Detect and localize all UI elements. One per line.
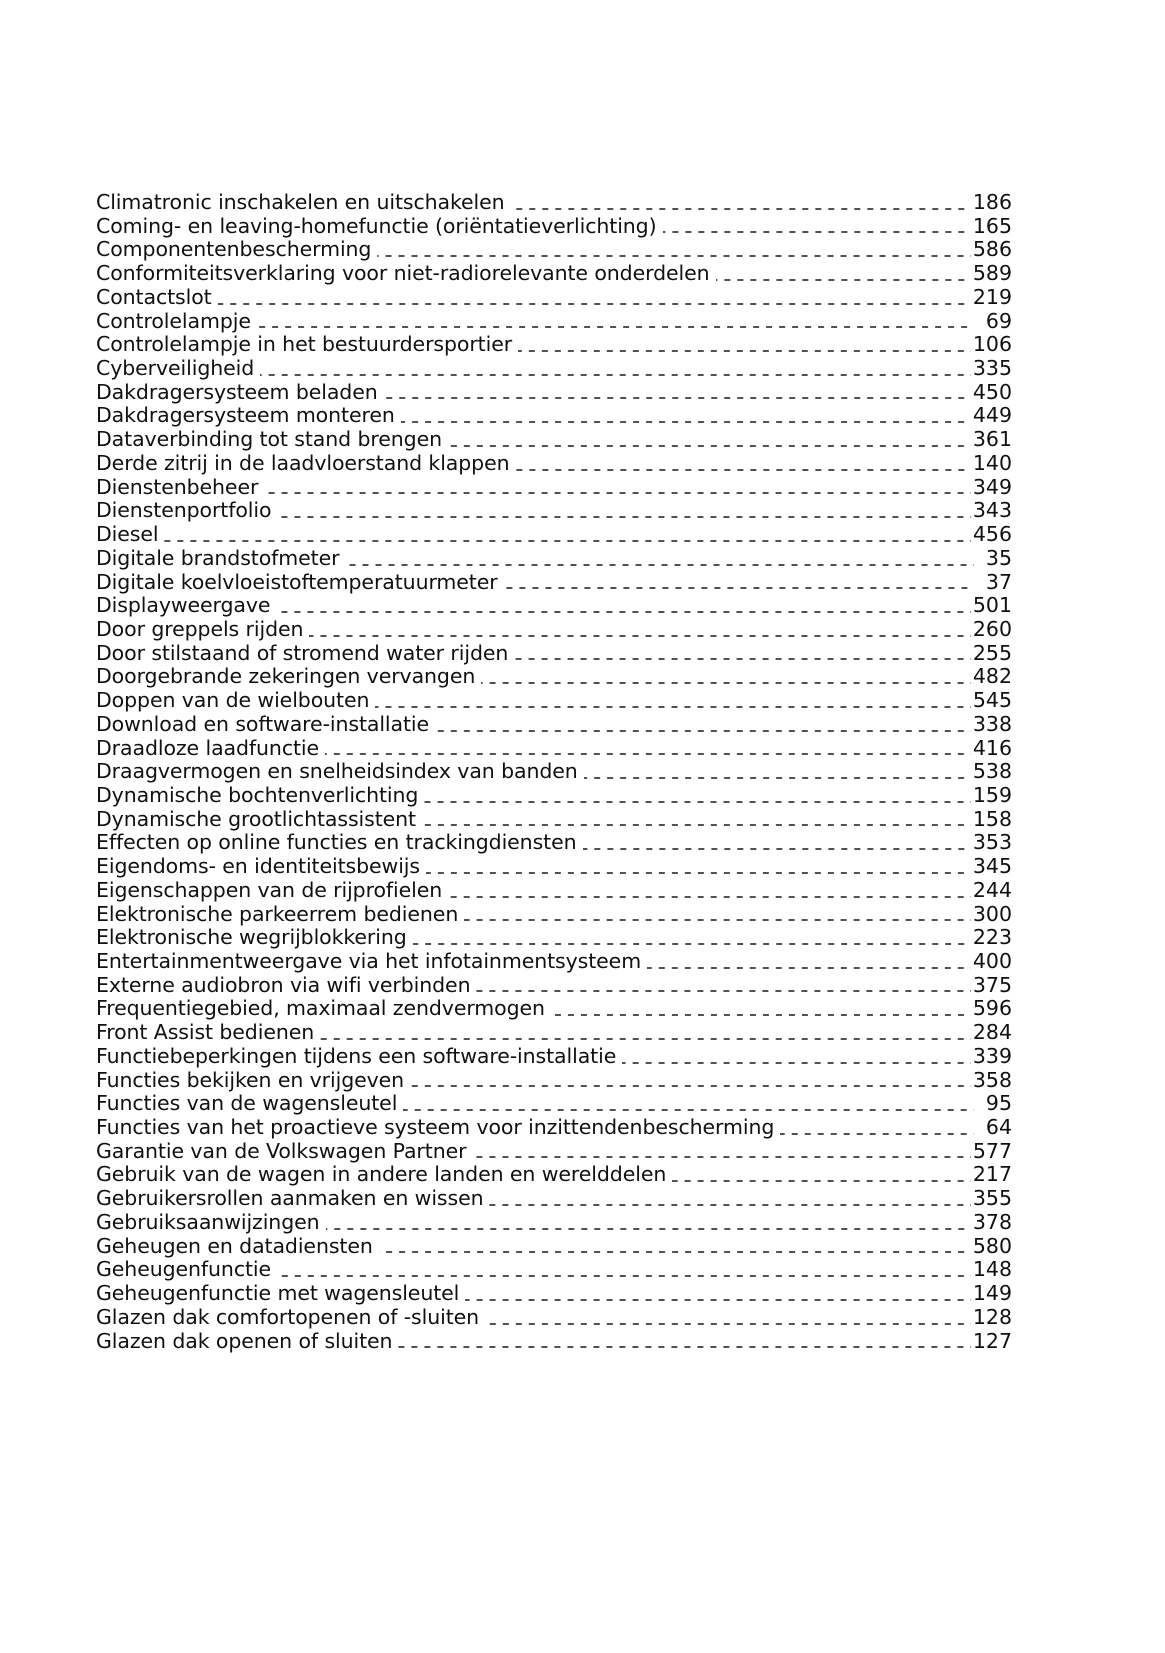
index-page-number[interactable]: 284 xyxy=(972,1020,1012,1045)
index-page-number[interactable]: 149 xyxy=(972,1281,1012,1306)
index-term: Eigenschappen van de rijprofielen xyxy=(96,877,443,902)
index-entry[interactable] xyxy=(96,903,1012,927)
index-entry[interactable] xyxy=(96,1163,1012,1187)
index-page-number[interactable]: 255 xyxy=(972,640,1012,665)
index-page-number[interactable]: 482 xyxy=(972,664,1012,689)
index-term: Componentenbescherming xyxy=(96,237,372,262)
dot-leader xyxy=(320,1038,971,1040)
dot-leader xyxy=(448,445,971,447)
index-entry[interactable] xyxy=(96,855,1012,879)
index-term: Gebruikersrollen aanmaken en wissen xyxy=(96,1186,484,1211)
index-term: Functies bekijken en vrijgeven xyxy=(96,1067,405,1092)
index-term: Elektronische wegrijblokkering xyxy=(96,925,407,950)
dot-leader xyxy=(584,777,971,779)
dot-leader xyxy=(410,1085,971,1087)
dot-leader xyxy=(716,279,971,281)
index-entry[interactable] xyxy=(96,594,1012,618)
dot-leader xyxy=(672,1180,971,1182)
dot-leader xyxy=(398,1346,970,1348)
dot-leader xyxy=(472,1156,970,1158)
index-page-number[interactable]: 501 xyxy=(972,593,1012,618)
index-entry[interactable] xyxy=(96,1069,1012,1093)
index-entry[interactable] xyxy=(96,1235,1012,1259)
index-term: Eigendoms- en identiteitsbewijs xyxy=(96,854,420,879)
index-entry[interactable] xyxy=(96,452,1012,476)
index-term: Geheugenfunctie met wagensleutel xyxy=(96,1281,460,1306)
index-page-number[interactable]: 378 xyxy=(972,1209,1012,1234)
dot-leader xyxy=(413,943,971,945)
index-entry[interactable] xyxy=(96,950,1012,974)
index-page-number[interactable]: 345 xyxy=(972,854,1012,879)
index-entry[interactable] xyxy=(96,547,1012,571)
index-term: Dienstenbeheer xyxy=(96,474,259,499)
index-page-number[interactable]: 358 xyxy=(972,1067,1012,1092)
index-page-number[interactable]: 128 xyxy=(972,1304,1012,1329)
index-page-number[interactable]: 223 xyxy=(972,925,1012,950)
index-term: Functies van het proactieve systeem voor inzittendenbescherming xyxy=(96,1115,775,1140)
index-term: Coming- en leaving-homefunctie (oriëntatieverlichting) xyxy=(96,213,657,238)
index-term: Download en software-installatie xyxy=(96,711,430,736)
index-entry[interactable] xyxy=(96,713,1012,737)
index-page-number[interactable]: 580 xyxy=(972,1233,1012,1258)
index-page-number[interactable]: 69 xyxy=(985,308,1012,333)
dot-leader xyxy=(384,397,971,399)
index-term: Doppen van de wielbouten xyxy=(96,688,370,713)
index-term: Glazen dak comfortopenen of -sluiten xyxy=(96,1304,480,1329)
index-page-number[interactable]: 300 xyxy=(972,901,1012,926)
index-term: Dynamische grootlichtassistent xyxy=(96,806,416,831)
index-page-number[interactable]: 140 xyxy=(972,450,1012,475)
index-term: Conformiteitsverklaring voor niet-radiorelevante onderdelen xyxy=(96,261,710,286)
index-page-number[interactable]: 339 xyxy=(972,1043,1012,1068)
index-entry[interactable] xyxy=(96,404,1012,428)
index-term: Glazen dak openen of sluiten xyxy=(96,1328,393,1353)
index-page-number[interactable]: 456 xyxy=(972,522,1012,547)
index-page-number[interactable]: 589 xyxy=(972,261,1012,286)
dot-leader xyxy=(218,303,971,305)
dot-leader xyxy=(464,919,971,921)
dot-leader xyxy=(448,896,971,898)
index-entry[interactable] xyxy=(96,1116,1012,1140)
index-entry[interactable] xyxy=(96,1282,1012,1306)
dot-leader xyxy=(489,1204,970,1206)
index-entry[interactable] xyxy=(96,1092,1012,1116)
dot-leader xyxy=(260,374,971,376)
index-entry[interactable] xyxy=(96,665,1012,689)
dot-leader xyxy=(277,516,970,518)
index-entry[interactable] xyxy=(96,1187,1012,1211)
index-page-number[interactable]: 95 xyxy=(985,1091,1012,1116)
index-entry[interactable] xyxy=(96,523,1012,547)
dot-leader xyxy=(465,1299,971,1301)
dot-leader xyxy=(345,564,974,566)
index-list xyxy=(96,191,1012,1353)
dot-leader xyxy=(514,658,971,660)
index-term: Dataverbinding tot stand brengen xyxy=(96,427,443,452)
index-entry[interactable] xyxy=(96,381,1012,405)
index-entry[interactable] xyxy=(96,784,1012,808)
index-term: Digitale brandstofmeter xyxy=(96,545,340,570)
index-entry[interactable] xyxy=(96,238,1012,262)
index-page-number[interactable]: 335 xyxy=(972,356,1012,381)
index-term: Dynamische bochtenverlichting xyxy=(96,782,419,807)
index-entry[interactable] xyxy=(96,1306,1012,1330)
index-entry[interactable] xyxy=(96,476,1012,500)
index-entry[interactable] xyxy=(96,618,1012,642)
dot-leader xyxy=(422,824,971,826)
index-page-number[interactable]: 219 xyxy=(972,284,1012,309)
index-term: Front Assist bedienen xyxy=(96,1020,315,1045)
dot-leader xyxy=(485,1323,971,1325)
index-entry[interactable] xyxy=(96,333,1012,357)
dot-leader xyxy=(264,492,971,494)
index-entry[interactable] xyxy=(96,879,1012,903)
index-entry[interactable] xyxy=(96,262,1012,286)
index-page-number[interactable]: 148 xyxy=(972,1257,1012,1282)
index-entry[interactable] xyxy=(96,642,1012,666)
index-page-number[interactable]: 375 xyxy=(972,972,1012,997)
index-entry[interactable] xyxy=(96,1045,1012,1069)
index-page-number[interactable]: 165 xyxy=(972,213,1012,238)
index-entry[interactable] xyxy=(96,1258,1012,1282)
index-entry[interactable] xyxy=(96,831,1012,855)
index-page-number[interactable]: 37 xyxy=(985,569,1012,594)
index-page-number[interactable]: 244 xyxy=(972,877,1012,902)
dot-leader xyxy=(424,801,971,803)
index-entry[interactable] xyxy=(96,1140,1012,1164)
index-entry[interactable] xyxy=(96,215,1012,239)
index-term: Door stilstaand of stromend water rijden xyxy=(96,640,509,665)
index-term: Geheugen en datadiensten xyxy=(96,1233,373,1258)
index-term: Gebruik van de wagen in andere landen en werelddelen xyxy=(96,1162,667,1187)
index-entry[interactable] xyxy=(96,428,1012,452)
index-term: Dakdragersysteem beladen xyxy=(96,379,378,404)
index-page-number[interactable]: 343 xyxy=(972,498,1012,523)
index-term: Dakdragersysteem monteren xyxy=(96,403,395,428)
index-term: Diesel xyxy=(96,522,159,547)
index-term: Doorgebrande zekeringen vervangen xyxy=(96,664,476,689)
index-page-number[interactable]: 538 xyxy=(972,759,1012,784)
index-page-number[interactable]: 106 xyxy=(972,332,1012,357)
index-term: Derde zitrij in de laadvloerstand klappen xyxy=(96,450,510,475)
index-term: Functies van de wagensleutel xyxy=(96,1091,398,1116)
index-term: Externe audiobron via wifi verbinden xyxy=(96,972,471,997)
index-entry[interactable] xyxy=(96,926,1012,950)
dot-leader xyxy=(622,1062,971,1064)
index-page-number[interactable]: 586 xyxy=(972,237,1012,262)
index-entry[interactable] xyxy=(96,310,1012,334)
index-page-number[interactable]: 158 xyxy=(972,806,1012,831)
index-term: Draadloze laadfunctie xyxy=(96,735,320,760)
index-entry[interactable] xyxy=(96,689,1012,713)
index-term: Dienstenportfolio xyxy=(96,498,272,523)
index-page-number[interactable]: 338 xyxy=(972,711,1012,736)
dot-leader xyxy=(780,1133,974,1135)
index-term: Digitale koelvloeistoftemperatuurmeter xyxy=(96,569,498,594)
dot-leader xyxy=(375,706,970,708)
index-page-number[interactable]: 159 xyxy=(972,782,1012,807)
index-term: Entertainmentweergave via het infotainmentsysteem xyxy=(96,949,642,973)
dot-leader xyxy=(426,872,971,874)
index-entry[interactable] xyxy=(96,571,1012,595)
index-page-number[interactable]: 416 xyxy=(972,735,1012,760)
index-entry[interactable] xyxy=(96,737,1012,761)
index-entry[interactable] xyxy=(96,997,1012,1021)
dot-leader xyxy=(326,1228,971,1230)
dot-leader xyxy=(401,421,971,423)
index-entry[interactable] xyxy=(96,974,1012,998)
index-entry[interactable] xyxy=(96,1330,1012,1354)
dot-leader xyxy=(516,469,971,471)
index-page-number[interactable]: 545 xyxy=(972,688,1012,713)
index-page-number[interactable]: 217 xyxy=(972,1162,1012,1187)
dot-leader xyxy=(377,255,971,257)
index-term: Climatronic inschakelen en uitschakelen xyxy=(96,190,505,214)
dot-leader xyxy=(481,682,971,684)
dot-leader xyxy=(551,1014,971,1016)
index-term: Draagvermogen en snelheidsindex van banden xyxy=(96,759,578,784)
index-term: Gebruiksaanwijzingen xyxy=(96,1209,320,1234)
index-page-number[interactable]: 449 xyxy=(972,403,1012,428)
index-page-number[interactable]: 400 xyxy=(972,949,1012,973)
index-term: Cyberveiligheid xyxy=(96,356,255,381)
dot-leader xyxy=(504,587,974,589)
index-term: Displayweergave xyxy=(96,593,271,618)
dot-leader xyxy=(379,1251,971,1253)
index-entry[interactable] xyxy=(96,286,1012,310)
index-page-number[interactable]: 596 xyxy=(972,996,1012,1021)
index-term: Contactslot xyxy=(96,284,212,309)
index-page-number[interactable]: 186 xyxy=(972,190,1012,214)
dot-leader xyxy=(164,540,970,542)
dot-leader xyxy=(663,231,971,233)
dot-leader xyxy=(309,635,970,637)
index-term: Functiebeperkingen tijdens een software-installatie xyxy=(96,1043,617,1068)
index-term: Effecten op online functies en trackingdiensten xyxy=(96,830,577,855)
index-entry[interactable] xyxy=(96,808,1012,832)
dot-leader xyxy=(325,753,971,755)
dot-leader xyxy=(403,1109,974,1111)
index-term: Geheugenfunctie xyxy=(96,1257,272,1282)
index-entry[interactable] xyxy=(96,499,1012,523)
index-page-number[interactable]: 64 xyxy=(985,1115,1012,1140)
index-term: Elektronische parkeerrem bedienen xyxy=(96,901,459,926)
index-term: Garantie van de Volkswagen Partner xyxy=(96,1138,467,1163)
index-page-number[interactable]: 355 xyxy=(972,1186,1012,1211)
dot-leader xyxy=(257,326,974,328)
dot-leader xyxy=(518,350,971,352)
dot-leader xyxy=(511,208,971,210)
index-term: Frequentiegebied, maximaal zendvermogen xyxy=(96,996,545,1021)
dot-leader xyxy=(277,1275,971,1277)
dot-leader xyxy=(647,967,971,969)
index-entry[interactable] xyxy=(96,1021,1012,1045)
index-page-number[interactable]: 361 xyxy=(972,427,1012,452)
index-page-number[interactable]: 450 xyxy=(972,379,1012,404)
index-page-number[interactable]: 349 xyxy=(972,474,1012,499)
index-page-number[interactable]: 35 xyxy=(985,545,1012,570)
index-entry[interactable] xyxy=(96,760,1012,784)
dot-leader xyxy=(435,730,971,732)
index-page-number[interactable]: 260 xyxy=(972,616,1012,641)
dot-leader xyxy=(276,611,970,613)
index-page-number[interactable]: 353 xyxy=(972,830,1012,855)
index-page-number[interactable]: 127 xyxy=(972,1328,1012,1353)
dot-leader xyxy=(583,848,971,850)
index-page-number[interactable]: 577 xyxy=(972,1138,1012,1163)
index-entry[interactable] xyxy=(96,357,1012,381)
index-entry[interactable] xyxy=(96,191,1012,215)
dot-leader xyxy=(476,990,970,992)
index-term: Controlelampje in het bestuurdersportier xyxy=(96,332,513,357)
index-entry[interactable] xyxy=(96,1211,1012,1235)
index-term: Controlelampje xyxy=(96,308,251,333)
index-term: Door greppels rijden xyxy=(96,616,304,641)
